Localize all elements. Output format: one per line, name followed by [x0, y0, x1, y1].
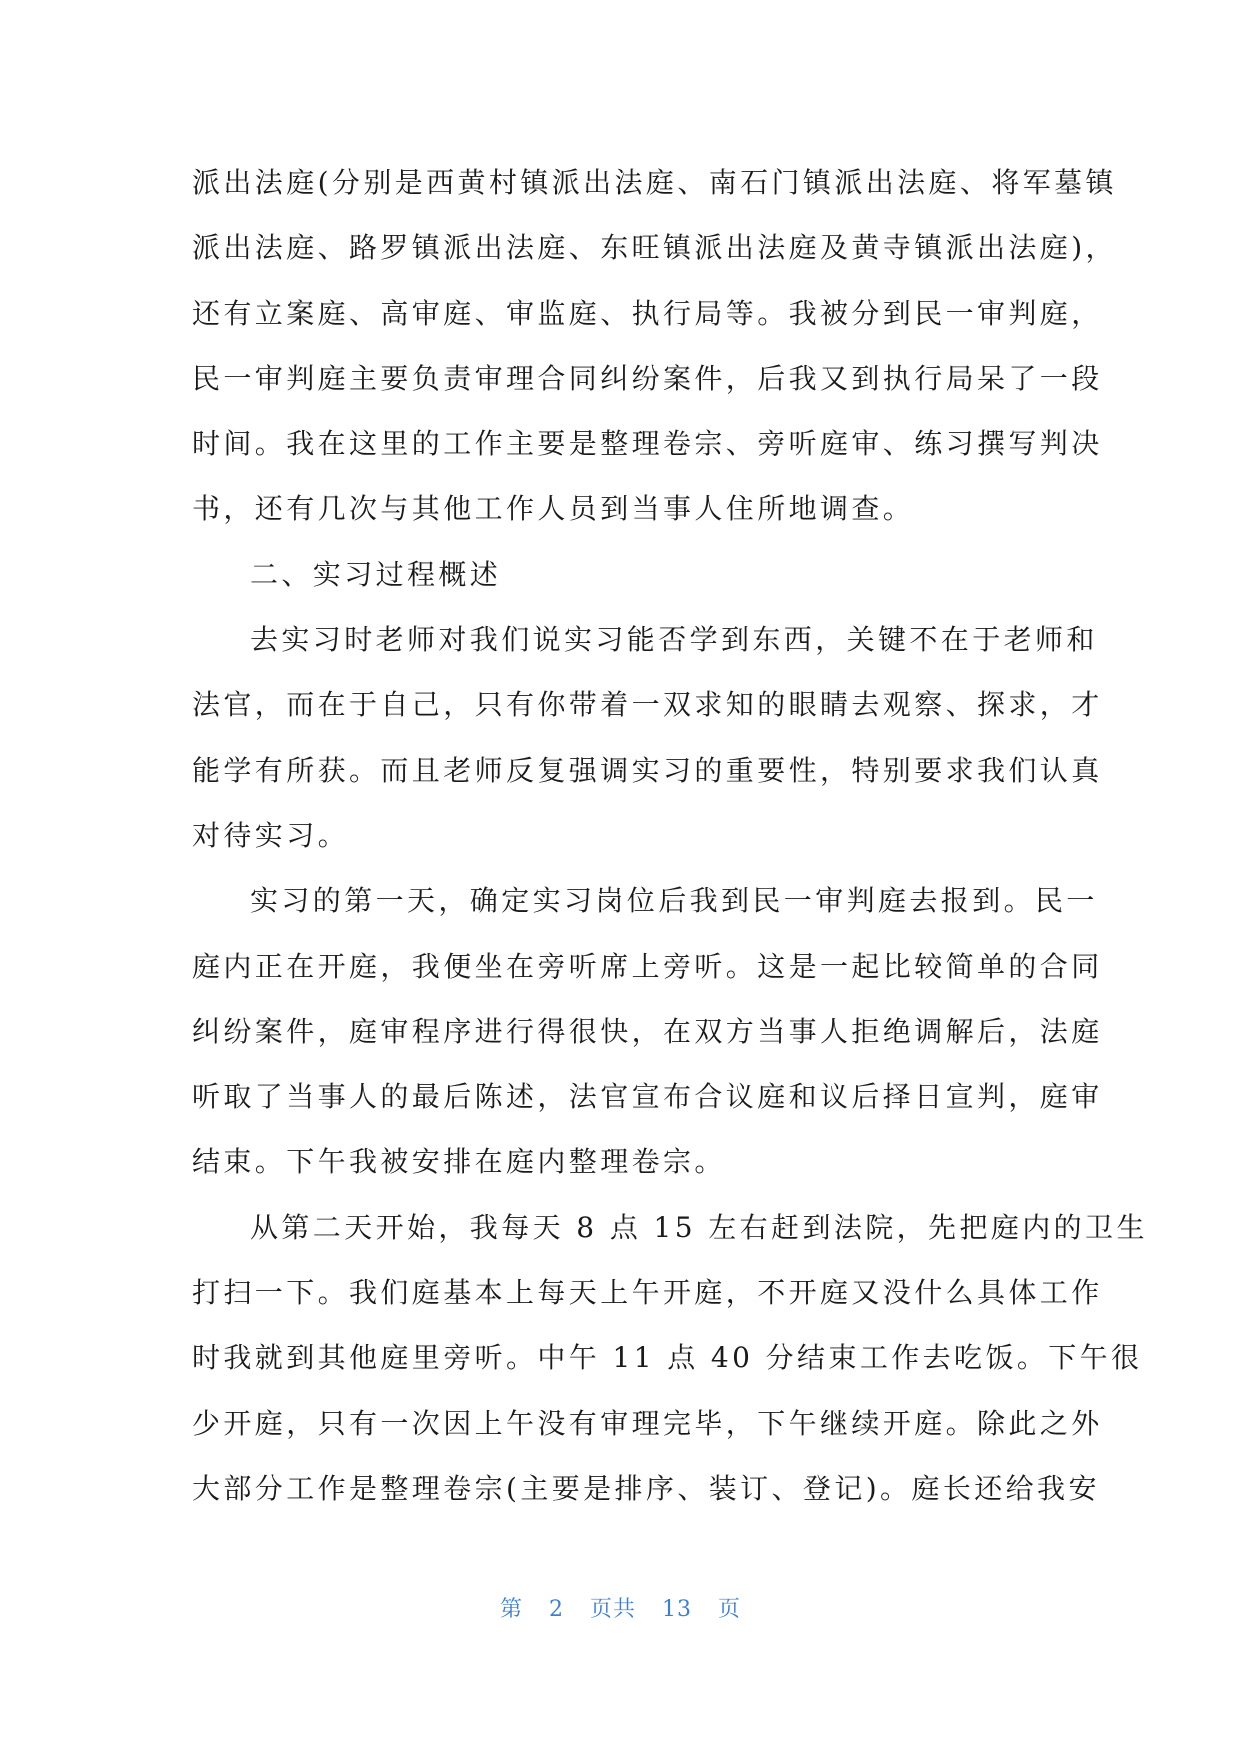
text-line: 法官，而在于自己，只有你带着一双求知的眼睛去观察、探求，才	[192, 688, 1103, 722]
document-body	[192, 150, 1148, 1521]
text-line: 庭内正在开庭，我便坐在旁听席上旁听。这是一起比较简单的合同	[192, 949, 1103, 983]
text-line: 打扫一下。我们庭基本上每天上午开庭，不开庭又没什么具体工作	[192, 1276, 1103, 1310]
text-line: 纠纷案件，庭审程序进行得很快，在双方当事人拒绝调解后，法庭	[192, 1014, 1103, 1048]
page-mid: 页共	[589, 1597, 636, 1622]
page-footer	[0, 1592, 1241, 1623]
text-line: 对待实习。	[192, 818, 350, 852]
page-number: 2	[548, 1597, 564, 1622]
text-line: 大部分工作是整理卷宗(主要是排序、装订、登记)。庭长还给我安	[192, 1471, 1100, 1505]
text-line: 从第二天开始，我每天 8 点 15 左右赶到法院，先把庭内的卫生	[250, 1210, 1148, 1244]
text-line: 实习的第一天，确定实习岗位后我到民一审判庭去报到。民一	[250, 884, 1098, 918]
text-line: 少开庭，只有一次因上午没有审理完毕，下午继续开庭。除此之外	[192, 1406, 1103, 1440]
page-total: 13	[662, 1597, 692, 1622]
text-line: 派出法庭、路罗镇派出法庭、东旺镇派出法庭及黄寺镇派出法庭)，	[192, 231, 1117, 265]
page-suffix: 页	[718, 1597, 742, 1622]
text-line: 民一审判庭主要负责审理合同纠纷案件，后我又到执行局呆了一段	[192, 361, 1103, 395]
text-line: 时我就到其他庭里旁听。中午 11 点 40 分结束工作去吃饭。下午很	[192, 1341, 1143, 1375]
page-prefix: 第	[499, 1597, 523, 1622]
text-line: 能学有所获。而且老师反复强调实习的重要性，特别要求我们认真	[192, 753, 1103, 787]
text-line: 结束。下午我被安排在庭内整理卷宗。	[192, 1145, 726, 1179]
text-line: 时间。我在这里的工作主要是整理卷宗、旁听庭审、练习撰写判决	[192, 427, 1103, 461]
text-line: 听取了当事人的最后陈述，法官宣布合议庭和议后择日宣判，庭审	[192, 1080, 1103, 1114]
text-line: 还有立案庭、高审庭、审监庭、执行局等。我被分到民一审判庭，	[192, 296, 1103, 330]
text-line: 派出法庭(分别是西黄村镇派出法庭、南石门镇派出法庭、将军墓镇	[192, 166, 1117, 199]
section-heading: 二、实习过程概述	[250, 557, 502, 591]
text-line: 书，还有几次与其他工作人员到当事人住所地调查。	[192, 492, 915, 526]
text-line: 去实习时老师对我们说实习能否学到东西，关键不在于老师和	[250, 623, 1098, 657]
